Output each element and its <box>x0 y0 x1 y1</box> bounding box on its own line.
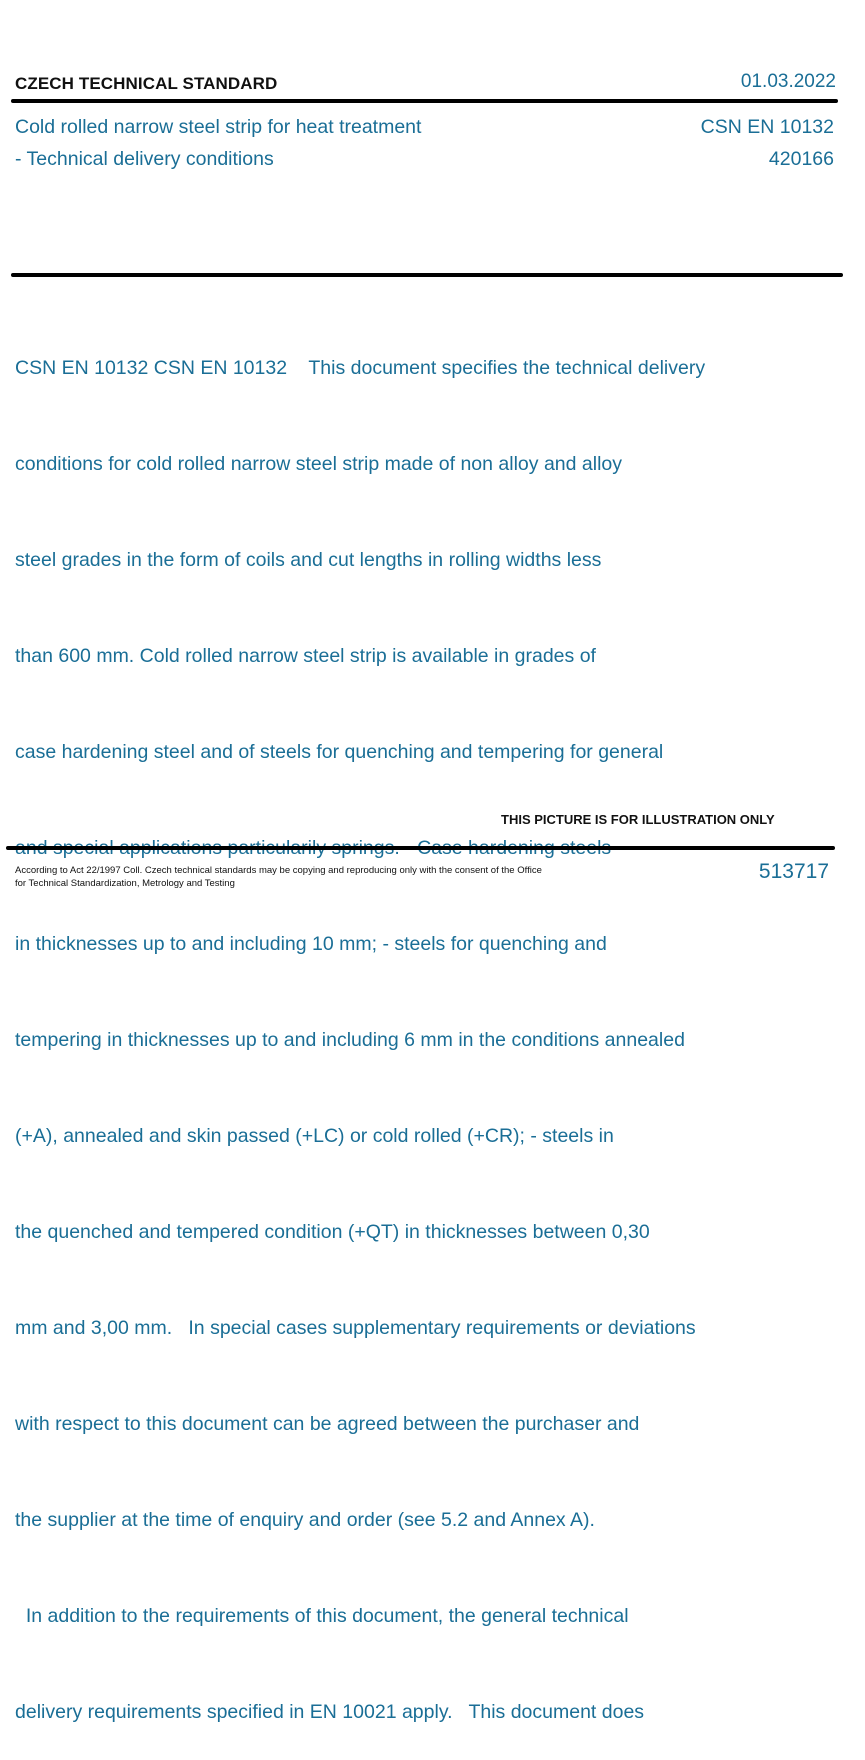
header-divider <box>11 99 838 103</box>
abstract-line: (+A), annealed and skin passed (+LC) or cold rolled (+CR); - steels in <box>15 1125 614 1147</box>
abstract-line: tempering in thicknesses up to and including 6 mm in the conditions annealed <box>15 1029 685 1051</box>
illustration-disclaimer: THIS PICTURE IS FOR ILLUSTRATION ONLY <box>501 812 775 827</box>
section-divider <box>11 273 843 277</box>
abstract-line: in thicknesses up to and including 10 mm; - steels for quenching and <box>15 933 607 955</box>
standard-code: CSN EN 10132 <box>700 116 834 138</box>
abstract-line: delivery requirements specified in EN 10021 apply. This document does <box>15 1701 645 1723</box>
document-abstract <box>15 288 845 1760</box>
abstract-line: steel grades in the form of coils and cut lengths in rolling widths less <box>15 549 602 571</box>
abstract-line: In addition to the requirements of this document, the general technical <box>15 1605 629 1627</box>
abstract-line: with respect to this document can be agreed between the purchaser and <box>15 1413 640 1435</box>
legal-notice-line-1: According to Act 22/1997 Coll. Czech technical standards may be copying and reproducing only with the consent of the Office <box>15 865 542 876</box>
document-number: 513717 <box>758 860 829 883</box>
legal-notice-line-2: for Technical Standardization, Metrology and Testing <box>15 878 235 889</box>
abstract-line: the quenched and tempered condition (+QT) in thicknesses between 0,30 <box>15 1221 650 1243</box>
standard-title-line-2: - Technical delivery conditions <box>15 148 274 170</box>
standard-type-heading: CZECH TECHNICAL STANDARD <box>15 74 278 93</box>
class-number: 420166 <box>768 148 834 170</box>
abstract-line: mm and 3,00 mm. In special cases supplementary requirements or deviations <box>15 1317 696 1339</box>
abstract-line: CSN EN 10132 CSN EN 10132 This document specifies the technical delivery <box>15 357 706 379</box>
legal-notice <box>15 864 615 890</box>
standard-title-line-1: Cold rolled narrow steel strip for heat treatment <box>15 116 422 138</box>
publication-date: 01.03.2022 <box>740 71 836 92</box>
abstract-line: case hardening steel and of steels for quenching and tempering for general <box>15 741 664 763</box>
footer-divider <box>6 846 835 850</box>
abstract-line: the supplier at the time of enquiry and order (see 5.2 and Annex A). <box>15 1509 595 1531</box>
abstract-line: conditions for cold rolled narrow steel strip made of non alloy and alloy <box>15 453 622 475</box>
abstract-line: than 600 mm. Cold rolled narrow steel strip is available in grades of <box>15 645 596 667</box>
